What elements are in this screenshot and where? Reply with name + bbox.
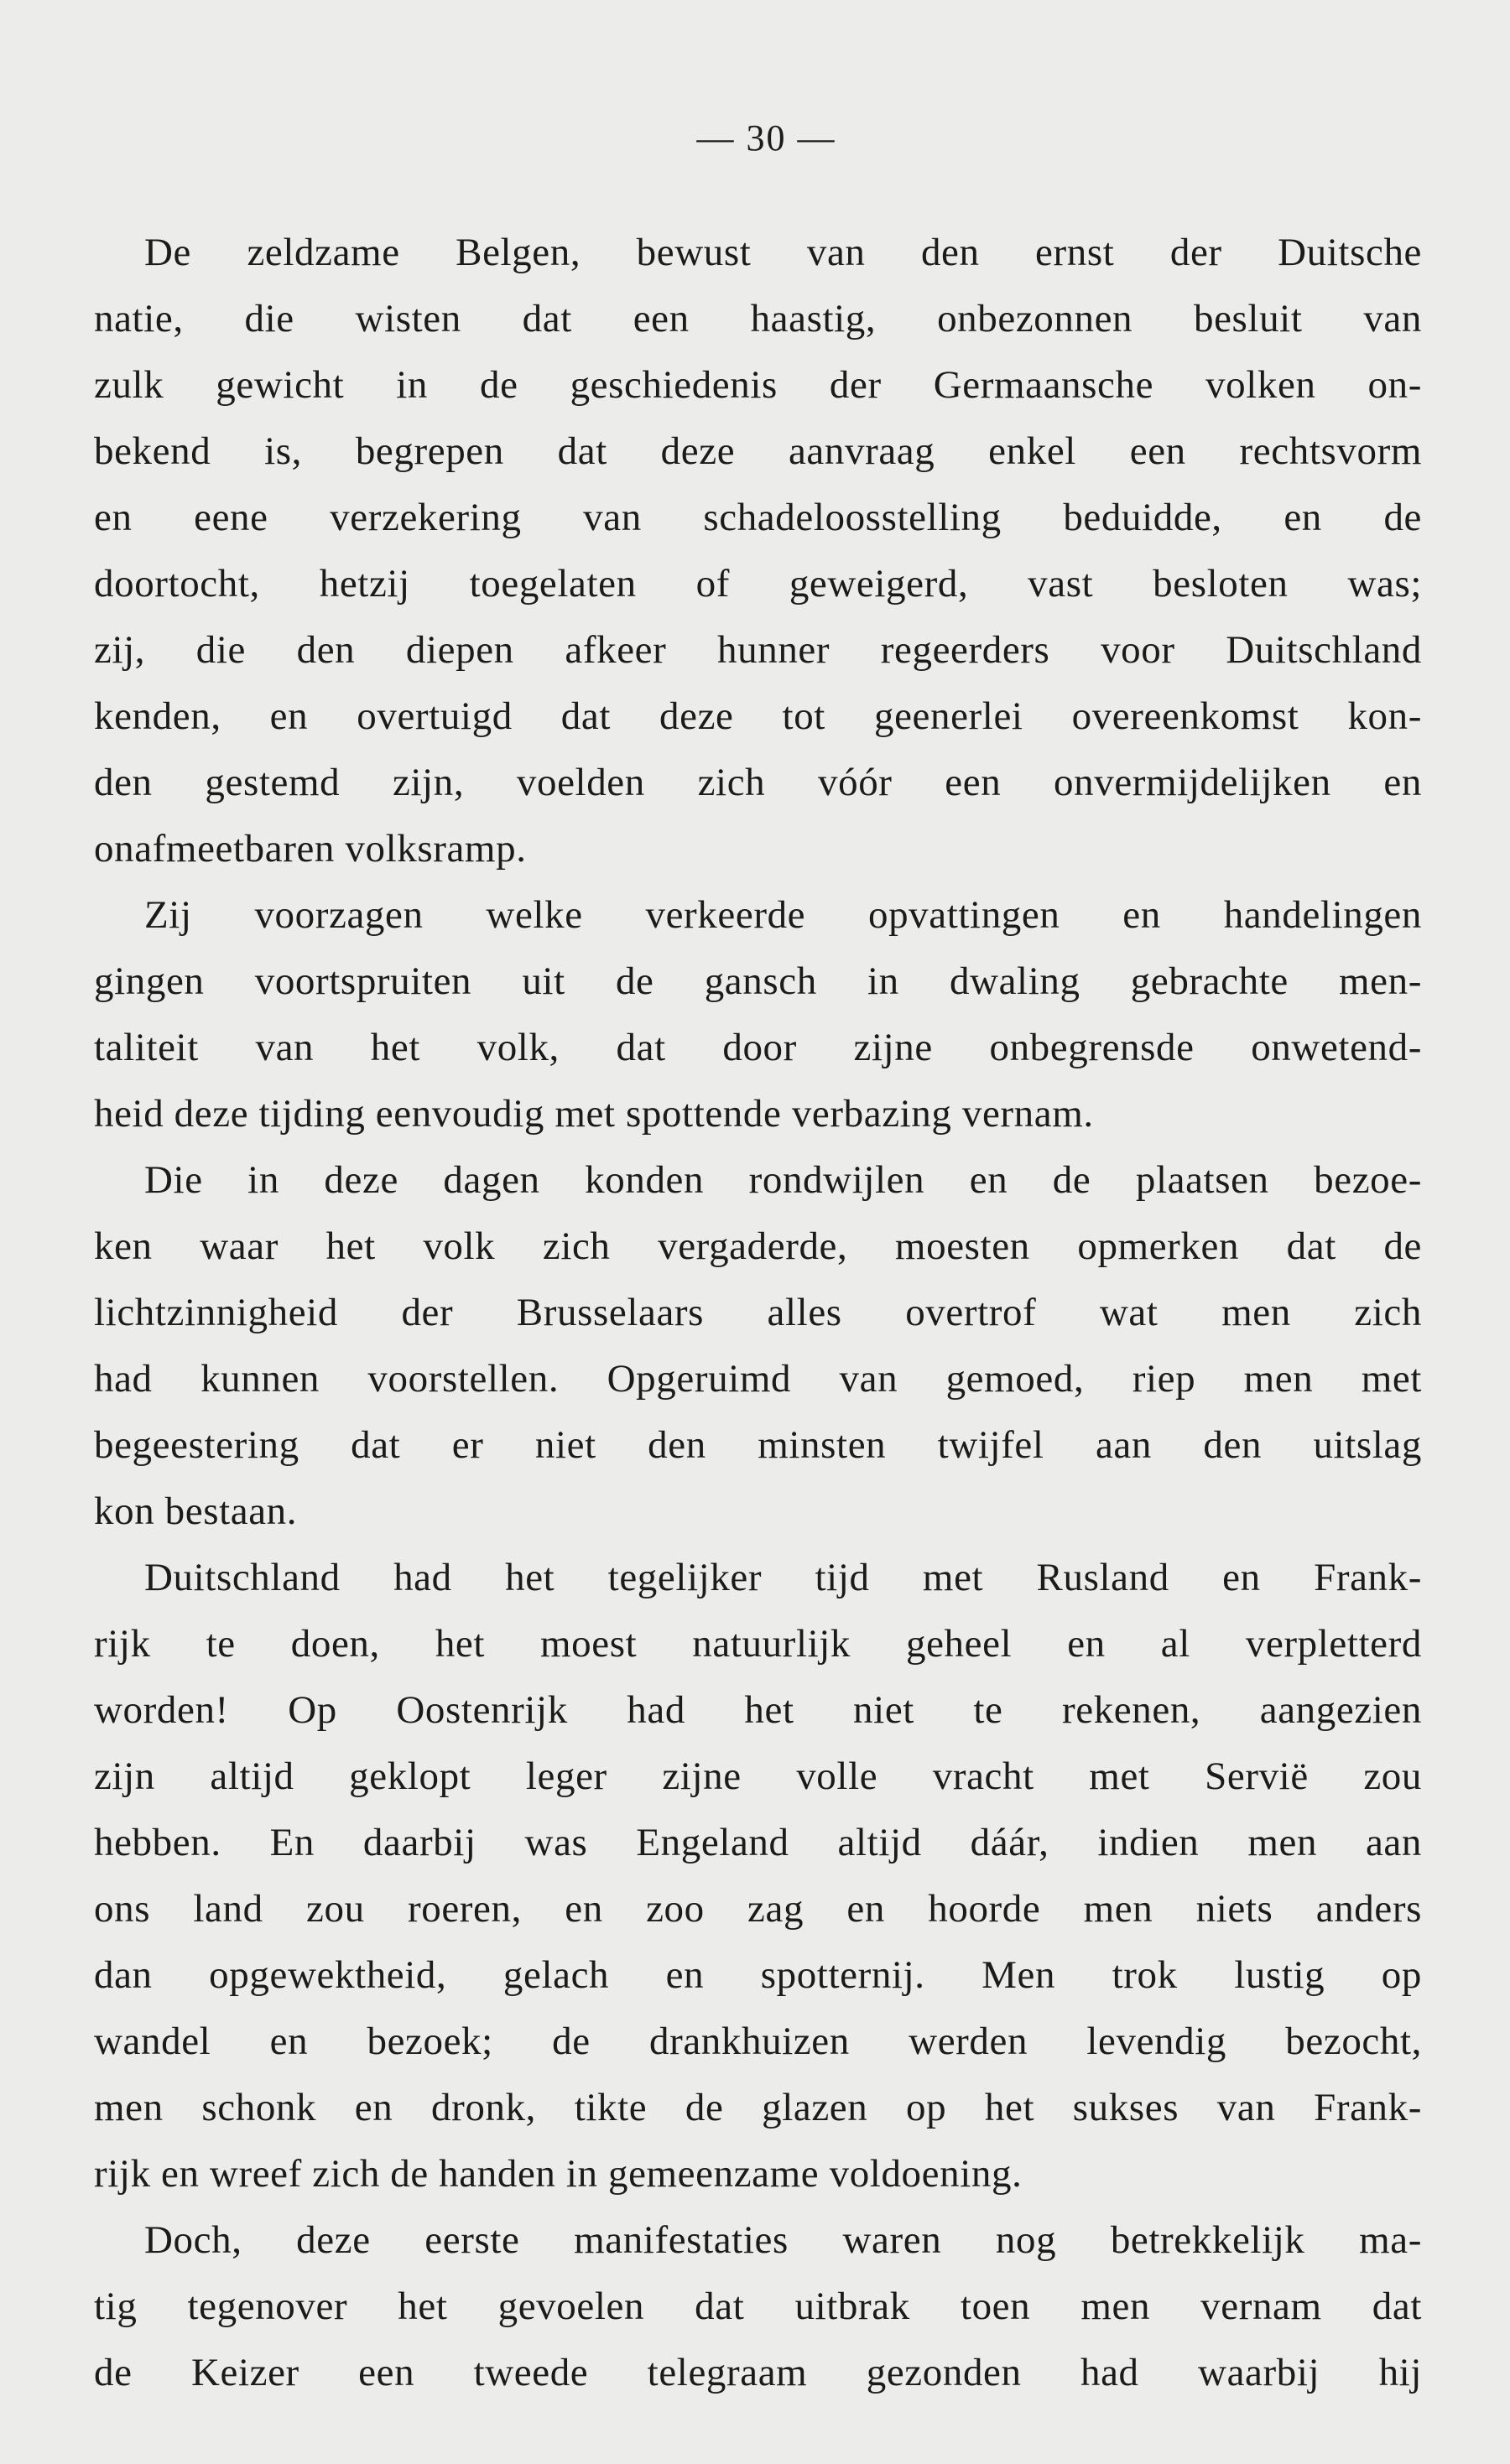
text-line: en eene verzekering van schadeloosstelling beduidde, en de (94, 496, 1422, 539)
text-line: begeestering dat er niet den minsten twijfel aan den uitslag (94, 1423, 1422, 1467)
text-line: Die in deze dagen konden rondwijlen en de plaatsen bezoe- (144, 1158, 1422, 1202)
text-line: doortocht, hetzij toegelaten of geweigerd, vast besloten was; (94, 562, 1422, 606)
text-line: ons land zou roeren, en zoo zag en hoorde men niets anders (94, 1887, 1422, 1931)
text-line: heid deze tijding eenvoudig met spottende verbazing vernam. (94, 1092, 1094, 1136)
text-line: den gestemd zijn, voelden zich vóór een onvermijdelijken en (94, 761, 1422, 804)
text-line: zijn altijd geklopt leger zijne volle vracht met Servië zou (94, 1754, 1422, 1798)
text-line: rijk en wreef zich de handen in gemeenzame voldoening. (94, 2152, 1023, 2196)
text-line: gingen voortspruiten uit de gansch in dwaling gebrachte men- (94, 959, 1422, 1003)
page-number: — 30 — (696, 117, 836, 159)
text-line: Duitschland had het tegelijker tijd met Rusland en Frank- (144, 1556, 1422, 1599)
text-line: men schonk en dronk, tikte de glazen op het sukses van Frank- (94, 2086, 1422, 2129)
text-line: kon bestaan. (94, 1489, 298, 1533)
text-line: taliteit van het volk, dat door zijne onbegrensde onwetend- (94, 1026, 1422, 1069)
text-line: De zeldzame Belgen, bewust van den ernst der Duitsche (144, 231, 1422, 274)
text-line: wandel en bezoek; de drankhuizen werden levendig bezocht, (94, 2020, 1422, 2063)
text-line: hebben. En daarbij was Engeland altijd dáár, indien men aan (94, 1821, 1422, 1864)
text-line: kenden, en overtuigd dat deze tot geenerlei overeenkomst kon- (94, 694, 1422, 738)
body-text (94, 220, 1422, 2406)
text-line: onafmeetbaren volksramp. (94, 827, 527, 871)
text-line: natie, die wisten dat een haastig, onbezonnen besluit van (94, 297, 1422, 340)
text-line: Doch, deze eerste manifestaties waren nog betrekkelijk ma- (144, 2218, 1422, 2262)
text-line: zij, die den diepen afkeer hunner regeerders voor Duitschland (94, 628, 1422, 672)
text-line: zulk gewicht in de geschiedenis der Germaansche volken on- (94, 363, 1422, 407)
text-line: had kunnen voorstellen. Opgeruimd van gemoed, riep men met (94, 1357, 1422, 1401)
text-line: bekend is, begrepen dat deze aanvraag enkel een rechtsvorm (94, 429, 1422, 473)
text-line: lichtzinnigheid der Brusselaars alles overtrof wat men zich (94, 1291, 1422, 1334)
text-line: tig tegenover het gevoelen dat uitbrak toen men vernam dat (94, 2285, 1422, 2328)
text-line: dan opgewektheid, gelach en spotternij. Men trok lustig op (94, 1953, 1422, 1997)
text-line: worden! Op Oostenrijk had het niet te rekenen, aangezien (94, 1688, 1422, 1732)
text-line: de Keizer een tweede telegraam gezonden had waarbij hij (94, 2351, 1422, 2394)
text-line: ken waar het volk zich vergaderde, moesten opmerken dat de (94, 1224, 1422, 1268)
text-line: Zij voorzagen welke verkeerde opvattingen en handelingen (144, 893, 1422, 937)
text-line: rijk te doen, het moest natuurlijk geheel en al verpletterd (94, 1622, 1422, 1666)
